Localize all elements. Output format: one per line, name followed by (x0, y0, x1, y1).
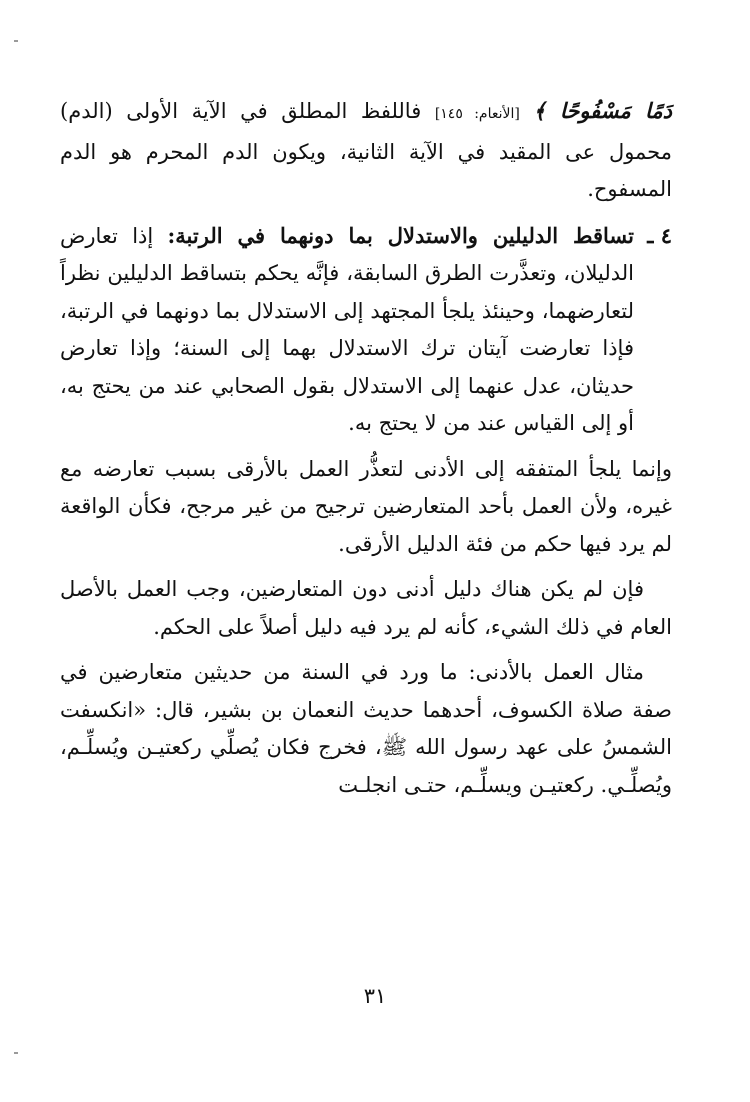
page-number: ٣١ (363, 984, 387, 1008)
list-item-number: ٤ ـ (647, 222, 672, 248)
paragraph-example-eclipse-prayer: مثال العمل بالأدنى: ما ورد في السنة من حديثين متعارضين في صفة صلاة الكسوف، أحدهما حديث النعمان بن بشير، قال: «انكسفت الشمسُ على عهد رسول الله ﷺ، فخرج فكان يُصلِّي ركعتيـن ويُسلِّـم، ويُصلِّـي. ركعتيـن ويسلِّـم، حتـى انجلـت (60, 660, 672, 797)
list-item-heading: تساقط الدليلين والاستدلال بما دونهما في الرتبة: (167, 222, 635, 248)
verse-citation: [الأنعام: ١٤٥] (434, 106, 520, 122)
list-item-4 (60, 217, 672, 443)
list-item-text: إذا تعارض الدليلان، وتعذَّرت الطرق السابقة، فإنَّه يحكم بتساقط الدليلين نظراً لتعارضهما، وحينئذ يلجأ المجتهد إلى الاستدلال بما دونهما في الرتبة، فإذا تعارضت آيتان ترك الاستدلال بهما إلى السنة؛ وإذا تعارض حديثان، عدل عنهما إلى الاستدلال بقول الصحابي عند من يحتج به، أو إلى القياس عند من لا يحتج به. (60, 223, 634, 435)
paragraph-resort-to-lower: وإنما يلجأ المتفقه إلى الأدنى لتعذُّر العمل بالأرقى بسبب تعارضه مع غيره، ولأن العمل بأحد المتعارضين ترجيح من غير مرجح، فكأن الواقعة لم يرد فيها حكم من فئة الدليل الأرقى. (60, 456, 672, 556)
quran-verse: دَمًا مَسْفُوحًا ﴾ (533, 98, 672, 123)
paragraph-verse-ruling (60, 92, 672, 209)
page-body (60, 92, 672, 804)
scan-mark-top (14, 40, 18, 42)
list-item-body (60, 217, 634, 443)
paragraph-text: فاللفظ المطلق في الآية الأولى (الدم) محمول عى المقيد في الآية الثانية، ويكون الدم المحرم هو الدم المسفوح. (60, 99, 672, 201)
paragraph-general-principle: فإن لم يكن هناك دليل أدنى دون المتعارضين، وجب العمل بالأصل العام في ذلك الشيء، كأنه لم يرد فيه دليل أصلاً على الحكم. (60, 577, 672, 639)
scan-mark-bottom (14, 1052, 18, 1054)
